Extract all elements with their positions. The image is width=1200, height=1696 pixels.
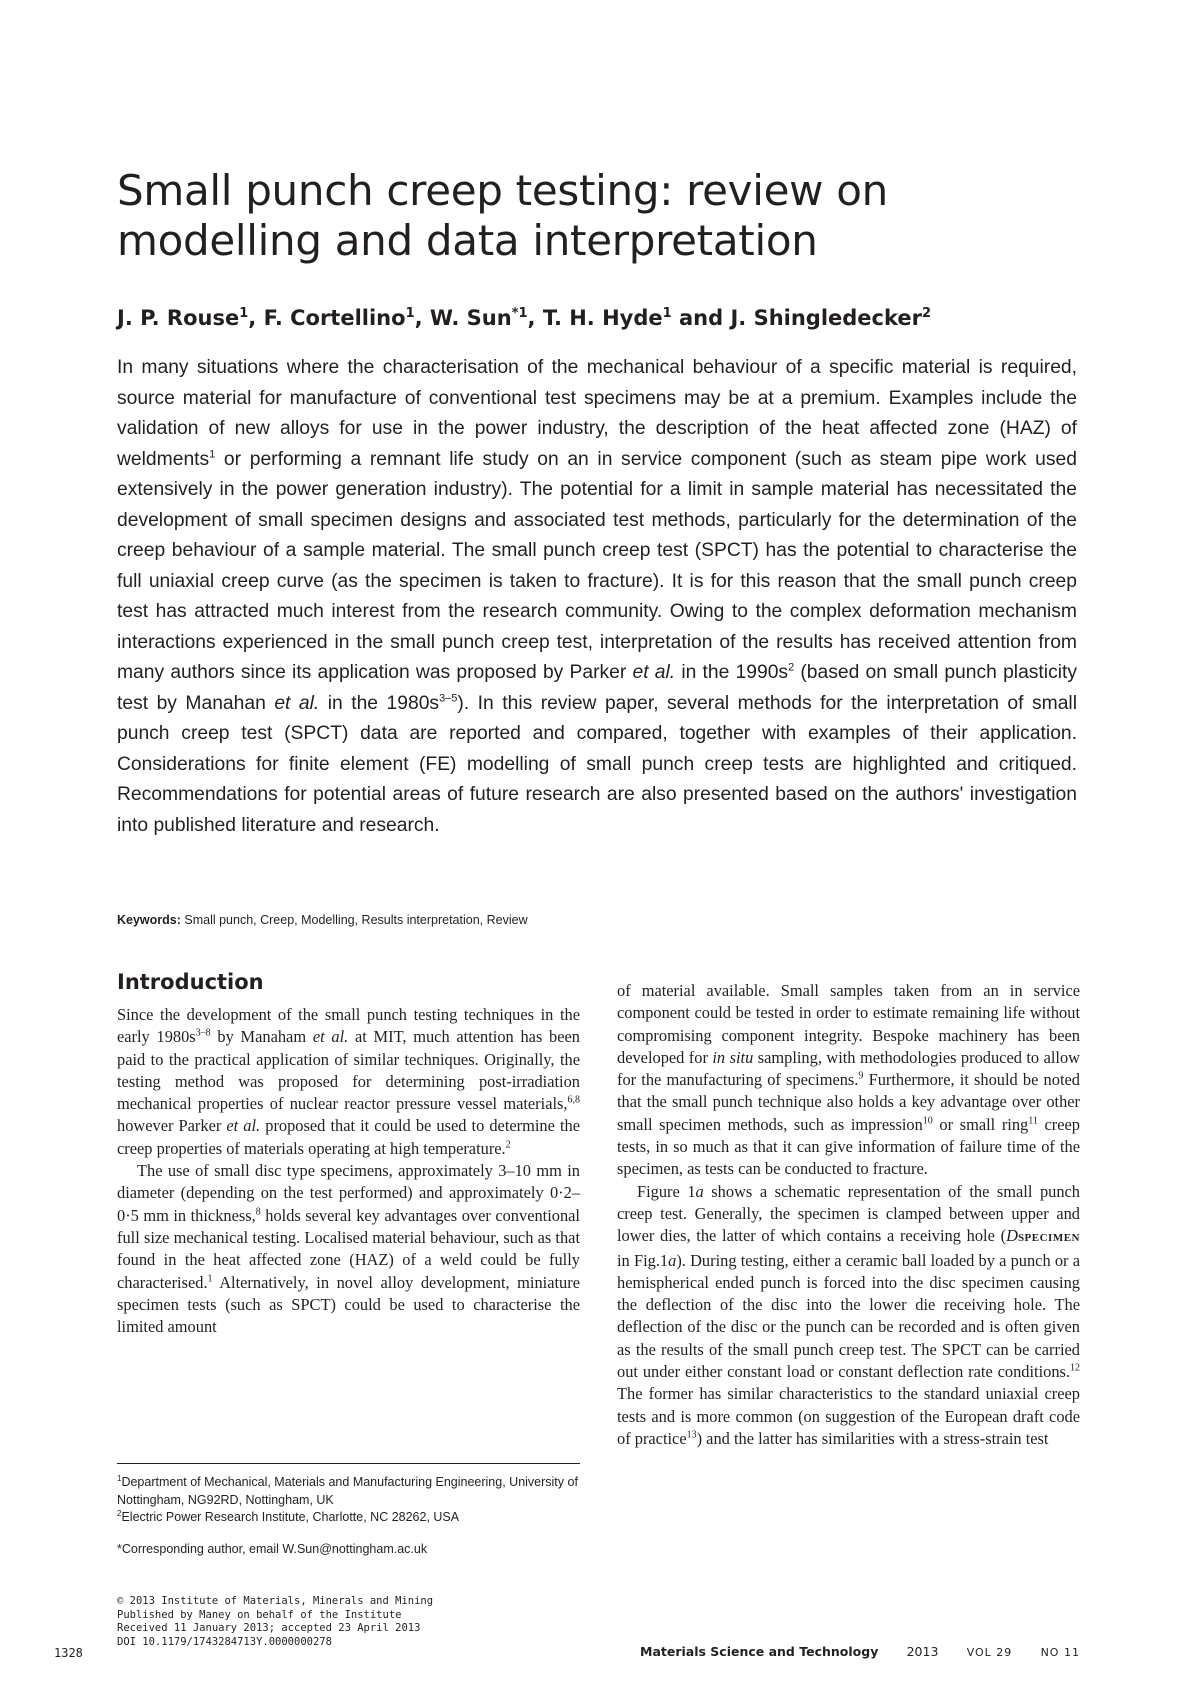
author-4: T. H. Hyde (542, 306, 663, 330)
abstract-citation-3: 3–5 (439, 692, 458, 705)
intro-text: creep tests, in so much as that it can give information of failure time of the specimen, as tests can be conducted to fracture. (617, 1114, 1080, 1179)
intro-paragraph-2-cont (617, 980, 1080, 1181)
footnotes (117, 1474, 580, 1558)
abstract-text-2: or performing a remnant life study on an in service component (such as steam pipe work used extensively in the power generation industry). The potential for a limit in sample material has necessitated the development of small specimen designs and associated test methods, particularly for the determination of the creep behaviour of a sample material. The small punch creep test (SPCT) has the potential to characterise the full uniaxial creep curve (as the specimen is taken to fracture). It is for this reason that the small punch creep test has attracted much interest from the research community. Owing to the complex deformation mechanism interactions experienced in the small punch creep test, interpretation of the results has received attention from many authors since its application was proposed by Parker (117, 448, 1077, 683)
journal-issue: NO 11 (1040, 1646, 1080, 1659)
intro-paragraph-3 (617, 1181, 1080, 1451)
page-number: 1328 (54, 1646, 83, 1660)
symbol-subscript: SPECIMEN (1017, 1232, 1080, 1245)
paper-title (117, 166, 1077, 266)
abstract-text-5: in the 1980s (319, 692, 440, 714)
doi: DOI 10.1179/1743284713Y.0000000278 (117, 1635, 332, 1648)
author-1-affiliation: 1 (239, 306, 249, 321)
citation: 12 (1070, 1362, 1080, 1374)
figure-reference: Figure 1 (637, 1181, 696, 1201)
figure-reference-panel: a (695, 1181, 704, 1201)
author-2: F. Cortellino (263, 306, 406, 330)
abstract-etal-2: et al. (274, 692, 320, 714)
intro-text: Since the development of the small punch testing techniques in the early 1980s (117, 1005, 580, 1047)
intro-text: at MIT, much attention has been paid to the practical application of similar techniques. Originally, the testing method was proposed for determining post-irradiation mechanical properties of nuclear reactor pressure vessel materials, (117, 1027, 580, 1114)
author-4-affiliation: 1 (662, 306, 672, 321)
title-line-2: modelling and data interpretation (117, 216, 818, 265)
keywords-text: Small punch, Creep, Modelling, Results interpretation, Review (180, 913, 528, 927)
footnote-text: Electric Power Research Institute, Charlotte, NC 28262, USA (121, 1510, 460, 1524)
publication-info (117, 1595, 617, 1649)
section-heading-introduction: Introduction (117, 970, 264, 994)
author-3-affiliation: *1 (511, 306, 528, 321)
keywords (117, 911, 1077, 929)
footnote-affiliation-2 (117, 1509, 580, 1527)
received-dates: Received 11 January 2013; accepted 23 April 2013 (117, 1622, 421, 1634)
footnote-marker: 2 (117, 1508, 122, 1518)
author-list: J. P. Rouse$^1$, F. Cortellino$^1$, W. Sun$^{*1}$, T. H. Hyde$^1$ and J. Shingledecker$^2$ (117, 306, 932, 330)
citation: 9 (858, 1070, 864, 1082)
body-column-right (617, 980, 1080, 1450)
symbol-d: D (1006, 1226, 1018, 1246)
footnote-affiliation-1 (117, 1474, 580, 1509)
citation: 6,8 (567, 1094, 580, 1106)
intro-paragraph-2 (117, 1160, 580, 1338)
author-5-affiliation: 2 (922, 306, 932, 321)
intro-italic: in situ (712, 1047, 754, 1067)
author-1: J. P. Rouse (117, 306, 240, 330)
intro-text: however Parker (117, 1116, 227, 1136)
title-line-1: Small punch creep testing: review on (117, 166, 888, 215)
citation: 8 (255, 1206, 261, 1218)
author-and: and (679, 306, 724, 330)
copyright: © 2013 Institute of Materials, Minerals and Mining (117, 1595, 434, 1607)
footnote-corresponding-author: *Corresponding author, email W.Sun@nottingham.ac.uk (117, 1541, 428, 1556)
author-5: J. Shingledecker (730, 306, 922, 330)
journal-footer (640, 1644, 1080, 1659)
figure-reference: in Fig.1 (617, 1250, 669, 1270)
journal-name: Materials Science and Technology (640, 1644, 879, 1659)
abstract-citation-2: 2 (788, 661, 795, 674)
citation: 1 (207, 1273, 213, 1285)
abstract-citation-1: 1 (209, 448, 216, 461)
intro-text: holds several key advantages over conventional full size mechanical testing. Localised material behaviour, such as that found in the heat affected zone (HAZ) of a weld could be fully characterised. (117, 1205, 580, 1292)
intro-text: Furthermore, it should be noted that the small punch technique also holds a key advantage over other small specimen methods, such as impression (617, 1070, 1080, 1134)
abstract (117, 353, 1077, 841)
footnote-marker: 1 (117, 1473, 122, 1483)
author-2-affiliation: 1 (405, 306, 415, 321)
citation: 2 (505, 1139, 511, 1151)
intro-text: of material available. Small samples taken from an in service component could be tested in order to estimate remaining life without compromising component integrity. Bespoke machinery has been developed for (617, 981, 1080, 1067)
intro-text: proposed that it could be used to determine the creep properties of materials operating at high temperature. (117, 1116, 580, 1158)
intro-text: ). During testing, either a ceramic ball loaded by a punch or a hemispherical ended punch is forced into the disc specimen causing the deflection of the disc into the lower die receiving hole. The deflection of the disc or the punch can be recorded and is often given as the results of the small punch creep test. The SPCT can be carried out under either constant load or constant deflection rate conditions. (617, 1250, 1080, 1382)
intro-text: The use of small disc type specimens, approximately 3–10 mm in diameter (depending on the test performed) and approximately 0·2–0·5 mm in thickness, (117, 1161, 580, 1225)
journal-volume: VOL 29 (966, 1646, 1013, 1659)
intro-text: sampling, with methodologies produced to allow for the manufacturing of specimens. (617, 1047, 1080, 1090)
citation: 13 (686, 1429, 697, 1441)
body-column-left (117, 968, 580, 1338)
citation: 10 (922, 1115, 933, 1127)
abstract-text-4: (based on small punch plasticity test by Manahan (117, 662, 1077, 714)
intro-etal: et al. (226, 1116, 261, 1136)
intro-text: Alternatively, in novel alloy development, miniature specimen tests (such as SPCT) could be used to characterise the limited amount (117, 1272, 580, 1337)
footnote-text: Department of Mechanical, Materials and Manufacturing Engineering, University of Nottingham, NG92RD, Nottingham, UK (117, 1475, 578, 1507)
intro-text: or small ring (932, 1114, 1029, 1134)
journal-year: 2013 (906, 1644, 939, 1659)
intro-text: The former has similar characteristics to the standard uniaxial creep tests and is more common (on suggestion of the European draft code of practice (617, 1384, 1080, 1448)
abstract-etal-1: et al. (632, 662, 676, 683)
citation: 11 (1028, 1115, 1038, 1127)
intro-etal: et al. (312, 1027, 349, 1047)
publisher: Published by Maney on behalf of the Institute (117, 1608, 402, 1621)
figure-reference-panel: a (668, 1250, 677, 1270)
footnote-divider (117, 1463, 580, 1464)
abstract-text-1: In many situations where the characterisation of the mechanical behaviour of a specific material is required, source material for manufacture of conventional test specimens may be at a premium. Examples include the validation of new alloys for use in the power industry, the description of the heat affected zone (HAZ) of weldments (117, 357, 1077, 470)
citation: 3–8 (195, 1027, 211, 1039)
keywords-label: Keywords: (117, 913, 181, 927)
author-3: W. Sun (429, 306, 512, 330)
intro-paragraph-1 (117, 1004, 580, 1160)
intro-text: by Manaham (210, 1027, 313, 1047)
intro-text: shows a schematic representation of the small punch creep test. Generally, the specimen is clamped between upper and lower dies, the latter of which contains a receiving hole ( (617, 1181, 1081, 1246)
intro-text: ) and the latter has similarities with a stress-strain test (696, 1428, 1049, 1448)
abstract-text-6: ). In this review paper, several methods for the interpretation of small punch creep test (SPCT) data are reported and compared, together with examples of their application. Considerations for finite element (FE) modelling of small punch creep tests are highlighted and critiqued. Recommendations for potential areas of future research are also presented based on the authors' investigation into published literature and research. (117, 692, 1077, 836)
abstract-text-3: in the 1990s (675, 662, 789, 683)
